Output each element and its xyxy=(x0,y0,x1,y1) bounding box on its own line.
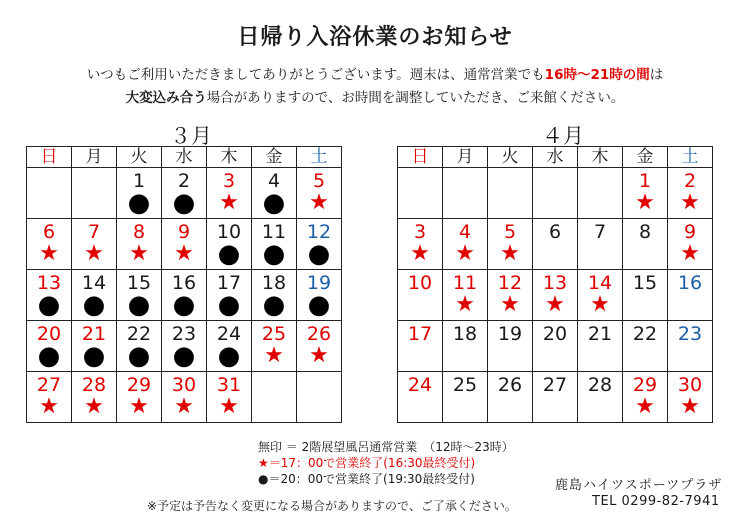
dot-mark-icon: ● xyxy=(37,341,61,371)
calendar-day-cell xyxy=(27,321,72,372)
calendar-week-row xyxy=(27,270,342,321)
dot-mark-icon: ● xyxy=(127,290,151,320)
dot-mark-icon: ● xyxy=(172,188,196,218)
day-number: 20 xyxy=(542,323,568,345)
day-number: 14 xyxy=(587,272,613,294)
star-mark-icon: ★ xyxy=(174,241,194,266)
star-mark-icon: ★ xyxy=(590,292,610,317)
day-number: 27 xyxy=(36,374,62,396)
dot-mark-icon: ● xyxy=(82,290,106,320)
day-number: 18 xyxy=(452,323,478,345)
calendar-day-cell xyxy=(297,219,342,270)
calendar-day-cell xyxy=(27,270,72,321)
calendar-day-cell xyxy=(72,219,117,270)
day-number: 16 xyxy=(677,272,703,294)
calendar-day-cell xyxy=(252,219,297,270)
weekday-header: 日 xyxy=(398,147,443,168)
facility-name: 鹿島ハイツスポーツプラザ xyxy=(555,478,723,493)
calendar-day-cell xyxy=(72,168,117,219)
weekday-header: 金 xyxy=(252,147,297,168)
day-number: 17 xyxy=(216,272,242,294)
calendar-day-cell xyxy=(72,321,117,372)
dot-mark-icon: ● xyxy=(217,341,241,371)
weekday-header: 月 xyxy=(72,147,117,168)
calendar-day-cell xyxy=(398,270,443,321)
calendar-day-cell xyxy=(207,168,252,219)
calendar-day-cell xyxy=(297,270,342,321)
day-number: 10 xyxy=(216,221,242,243)
calendar-day-cell xyxy=(443,219,488,270)
dot-mark-icon: ● xyxy=(82,341,106,371)
calendar-day-cell xyxy=(398,321,443,372)
calendar-day-cell xyxy=(162,321,207,372)
day-number: 17 xyxy=(407,323,433,345)
calendar-day-cell xyxy=(488,321,533,372)
day-number: 30 xyxy=(677,374,703,396)
calendar-week-row xyxy=(398,168,713,219)
weekday-header: 月 xyxy=(443,147,488,168)
day-number: 10 xyxy=(407,272,433,294)
calendar-day-cell xyxy=(488,270,533,321)
calendar-day-cell xyxy=(252,321,297,372)
calendar-week-row xyxy=(398,372,713,423)
day-number: 30 xyxy=(171,374,197,396)
calendar-day-cell xyxy=(578,372,623,423)
weekday-header-row xyxy=(398,147,713,168)
calendar-day-cell xyxy=(162,168,207,219)
calendar-day-cell xyxy=(162,372,207,423)
calendar-week-row xyxy=(27,321,342,372)
day-number: 1 xyxy=(132,170,146,192)
calendar-day-cell xyxy=(117,219,162,270)
calendar-march xyxy=(26,146,342,423)
dot-mark-icon: ● xyxy=(217,290,241,320)
star-mark-icon: ★ xyxy=(309,190,329,215)
day-number: 4 xyxy=(458,221,472,243)
calendar-day-cell xyxy=(443,270,488,321)
dot-mark-icon: ● xyxy=(262,290,286,320)
day-number: 7 xyxy=(87,221,101,243)
dot-mark-icon: ● xyxy=(307,290,331,320)
day-number: 9 xyxy=(683,221,697,243)
calendar-day-cell xyxy=(533,372,578,423)
calendar-day-cell xyxy=(623,270,668,321)
star-mark-icon: ★ xyxy=(39,394,59,419)
dot-mark-icon: ● xyxy=(172,290,196,320)
dot-mark-icon: ● xyxy=(172,341,196,371)
star-mark-icon: ★ xyxy=(84,394,104,419)
day-number: 22 xyxy=(126,323,152,345)
month-label-april: ４月 xyxy=(542,124,584,148)
star-mark-icon: ★ xyxy=(219,190,239,215)
day-number: 18 xyxy=(261,272,287,294)
day-number: 23 xyxy=(171,323,197,345)
calendar-day-cell xyxy=(623,321,668,372)
weekday-header: 金 xyxy=(623,147,668,168)
calendar-day-cell xyxy=(297,321,342,372)
calendar-day-cell xyxy=(207,270,252,321)
star-mark-icon: ★ xyxy=(84,241,104,266)
calendar-day-cell xyxy=(117,321,162,372)
calendar-day-cell xyxy=(443,321,488,372)
intro-highlight-crowded: 大変込み合う xyxy=(125,90,207,106)
star-mark-icon: ★ xyxy=(680,190,700,215)
calendar-day-cell xyxy=(207,372,252,423)
month-label-march: ３月 xyxy=(170,124,212,148)
calendar-day-cell xyxy=(533,270,578,321)
calendar-day-cell xyxy=(398,372,443,423)
star-mark-icon: ★ xyxy=(680,241,700,266)
calendar-day-cell xyxy=(27,168,72,219)
intro-text: 場合がありますので、お時間を調整していただき、ご来館ください。 xyxy=(206,90,625,106)
notice-text: ※予定は予告なく変更になる場合がありますので、ご了承ください。 xyxy=(147,499,517,513)
day-number: 8 xyxy=(638,221,652,243)
calendar-day-cell xyxy=(443,372,488,423)
day-number: 6 xyxy=(548,221,562,243)
star-mark-icon: ★ xyxy=(264,343,284,368)
calendar-day-cell xyxy=(252,270,297,321)
legend-no-mark: 無印 ＝ 2階展望風呂通常営業 （12時〜23時） xyxy=(258,440,514,454)
day-number: 5 xyxy=(503,221,517,243)
star-mark-icon: ★ xyxy=(635,394,655,419)
star-mark-icon: ★ xyxy=(500,292,520,317)
calendar-day-cell xyxy=(578,219,623,270)
day-number: 25 xyxy=(261,323,287,345)
day-number: 24 xyxy=(407,374,433,396)
intro-line-1 xyxy=(0,63,750,83)
weekday-header: 水 xyxy=(162,147,207,168)
calendar-week-row xyxy=(398,270,713,321)
calendar-day-cell xyxy=(488,168,533,219)
day-number: 19 xyxy=(306,272,332,294)
day-number: 22 xyxy=(632,323,658,345)
calendar-day-cell xyxy=(162,219,207,270)
day-number: 27 xyxy=(542,374,568,396)
calendar-day-cell xyxy=(297,372,342,423)
calendar-day-cell xyxy=(533,219,578,270)
calendar-week-row xyxy=(398,219,713,270)
legend-dot: ●＝20：00で営業終了(19:30最終受付) xyxy=(258,472,475,486)
calendar-day-cell xyxy=(297,168,342,219)
day-number: 25 xyxy=(452,374,478,396)
day-number: 1 xyxy=(638,170,652,192)
day-number: 15 xyxy=(126,272,152,294)
star-mark-icon: ★ xyxy=(129,241,149,266)
dot-mark-icon: ● xyxy=(217,239,241,269)
day-number: 21 xyxy=(587,323,613,345)
page-title: 日帰り入浴休業のお知らせ xyxy=(237,25,513,50)
day-number: 26 xyxy=(306,323,332,345)
calendar-week-row xyxy=(398,321,713,372)
calendar-april xyxy=(397,146,713,423)
calendar-day-cell xyxy=(27,219,72,270)
calendar-day-cell xyxy=(668,372,713,423)
calendar-day-cell xyxy=(668,270,713,321)
calendar-day-cell xyxy=(117,270,162,321)
calendar-day-cell xyxy=(668,168,713,219)
star-mark-icon: ★ xyxy=(174,394,194,419)
day-number: 2 xyxy=(683,170,697,192)
calendar-week-row xyxy=(27,168,342,219)
star-mark-icon: ★ xyxy=(309,343,329,368)
phone-number: TEL 0299-82-7941 xyxy=(592,494,720,509)
day-number: 14 xyxy=(81,272,107,294)
day-number: 31 xyxy=(216,374,242,396)
weekday-header: 木 xyxy=(207,147,252,168)
weekday-header-row xyxy=(27,147,342,168)
day-number: 11 xyxy=(452,272,478,294)
day-number: 6 xyxy=(42,221,56,243)
day-number: 28 xyxy=(81,374,107,396)
calendar-day-cell xyxy=(27,372,72,423)
calendar-day-cell xyxy=(533,321,578,372)
calendar-day-cell xyxy=(117,372,162,423)
day-number: 8 xyxy=(132,221,146,243)
intro-highlight-hours: 16時〜21時の間 xyxy=(544,67,650,83)
calendar-day-cell xyxy=(578,168,623,219)
day-number: 28 xyxy=(587,374,613,396)
calendar-day-cell xyxy=(533,168,578,219)
day-number: 16 xyxy=(171,272,197,294)
day-number: 9 xyxy=(177,221,191,243)
star-mark-icon: ★ xyxy=(680,394,700,419)
star-mark-icon: ★ xyxy=(129,394,149,419)
intro-text: いつもご利用いただきましてありがとうございます。週末は、通常営業でも xyxy=(86,67,545,83)
day-number: 4 xyxy=(267,170,281,192)
day-number: 12 xyxy=(497,272,523,294)
calendar-day-cell xyxy=(398,168,443,219)
weekday-header: 木 xyxy=(578,147,623,168)
legend-star: ★＝17：00で営業終了(16:30最終受付) xyxy=(258,456,476,470)
star-mark-icon: ★ xyxy=(455,292,475,317)
star-mark-icon: ★ xyxy=(545,292,565,317)
day-number: 24 xyxy=(216,323,242,345)
day-number: 26 xyxy=(497,374,523,396)
day-number: 13 xyxy=(36,272,62,294)
day-number: 19 xyxy=(497,323,523,345)
star-mark-icon: ★ xyxy=(219,394,239,419)
weekday-header: 火 xyxy=(117,147,162,168)
day-number: 11 xyxy=(261,221,287,243)
calendar-day-cell xyxy=(117,168,162,219)
dot-mark-icon: ● xyxy=(127,188,151,218)
star-mark-icon: ★ xyxy=(39,241,59,266)
star-mark-icon: ★ xyxy=(635,190,655,215)
day-number: 12 xyxy=(306,221,332,243)
calendar-day-cell xyxy=(252,168,297,219)
calendar-day-cell xyxy=(398,219,443,270)
star-mark-icon: ★ xyxy=(500,241,520,266)
star-mark-icon: ★ xyxy=(410,241,430,266)
day-number: 20 xyxy=(36,323,62,345)
dot-mark-icon: ● xyxy=(127,341,151,371)
day-number: 2 xyxy=(177,170,191,192)
weekday-header: 水 xyxy=(533,147,578,168)
intro-line-2 xyxy=(0,86,750,106)
calendar-day-cell xyxy=(623,168,668,219)
day-number: 21 xyxy=(81,323,107,345)
calendar-day-cell xyxy=(488,219,533,270)
calendar-day-cell xyxy=(207,219,252,270)
calendar-day-cell xyxy=(252,372,297,423)
day-number: 7 xyxy=(593,221,607,243)
day-number: 29 xyxy=(632,374,658,396)
weekday-header: 土 xyxy=(668,147,713,168)
day-number: 3 xyxy=(413,221,427,243)
day-number: 23 xyxy=(677,323,703,345)
calendar-day-cell xyxy=(488,372,533,423)
day-number: 15 xyxy=(632,272,658,294)
calendar-week-row xyxy=(27,219,342,270)
calendar-day-cell xyxy=(578,321,623,372)
day-number: 29 xyxy=(126,374,152,396)
weekday-header: 土 xyxy=(297,147,342,168)
dot-mark-icon: ● xyxy=(37,290,61,320)
star-mark-icon: ★ xyxy=(455,241,475,266)
calendar-day-cell xyxy=(668,321,713,372)
calendar-day-cell xyxy=(668,219,713,270)
day-number: 3 xyxy=(222,170,236,192)
calendar-day-cell xyxy=(72,270,117,321)
day-number: 5 xyxy=(312,170,326,192)
weekday-header: 火 xyxy=(488,147,533,168)
calendar-day-cell xyxy=(72,372,117,423)
calendar-day-cell xyxy=(207,321,252,372)
day-number: 13 xyxy=(542,272,568,294)
calendar-day-cell xyxy=(623,219,668,270)
calendar-day-cell xyxy=(162,270,207,321)
calendar-day-cell xyxy=(443,168,488,219)
weekday-header: 日 xyxy=(27,147,72,168)
dot-mark-icon: ● xyxy=(262,239,286,269)
dot-mark-icon: ● xyxy=(307,239,331,269)
calendar-day-cell xyxy=(623,372,668,423)
calendar-week-row xyxy=(27,372,342,423)
dot-mark-icon: ● xyxy=(262,188,286,218)
calendar-day-cell xyxy=(578,270,623,321)
intro-text: は xyxy=(649,67,664,83)
